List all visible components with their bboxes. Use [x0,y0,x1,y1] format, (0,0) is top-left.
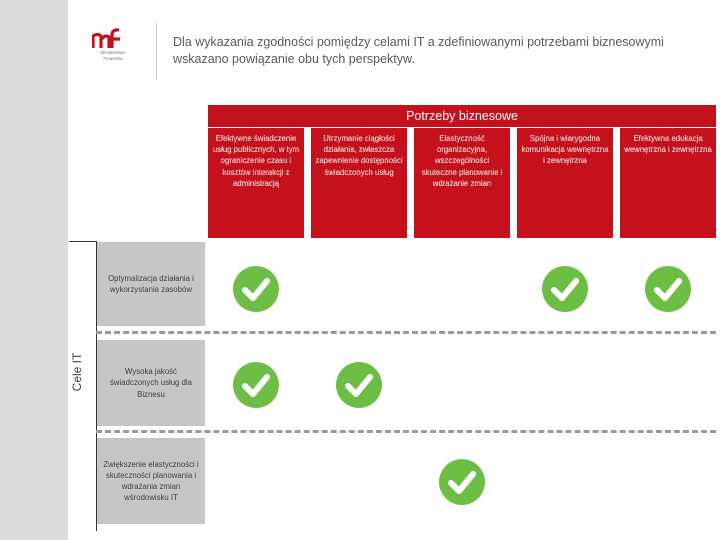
checkmark-icon [233,362,279,408]
business-needs-header: Potrzeby biznesowe [208,105,716,127]
checkmark-icon [233,266,279,312]
it-goal-3: Zwiększenie elastyczności i skuteczności planowania i wdrażania zmian wśrodowisku IT [97,438,205,524]
page-title: Dla wykazania zgodności pomiędzy celami IT a zdefiniowanymi potrzebami biznesowymi wskazano powiązanie obu tych perspektyw. [173,35,664,66]
it-goal-1: Optymalizacja działania i wykorzystania zasobów [97,242,205,326]
checkmark-icon [439,459,485,505]
ministry-logo [86,28,140,68]
left-sidebar-strip [0,0,68,540]
row-separator [96,430,716,433]
logo-text: Ministerstwo Finansów [100,50,126,61]
business-need-1: Efektywne świadczenie usług publicznych, w tym ograniczenie czasu i kosztów interakcji z administracją [208,128,304,238]
it-goals-axis-label: Cele IT [70,352,84,392]
checkmark-icon [542,266,588,312]
checkmark-icon [336,362,382,408]
business-need-2: Utrzymanie ciągłości działania, zwłaszcza zapewnienie dostępności świadczonych usług [311,128,407,238]
header-divider [156,22,157,80]
business-need-4: Spójna i wiarygodna komunikacja wewnętrzna i zewnętrzna [517,128,613,238]
axis-cap-line [69,241,97,242]
it-goal-2: Wysoka jakość świadczonych usług dla Biznesu [97,340,205,426]
row-separator [96,331,716,334]
mf-logo-icon [92,28,122,50]
checkmark-icon [645,266,691,312]
business-need-5: Efektywna edukacja wewnętrzna i zewnętrzna [620,128,716,238]
business-need-3: Elastyczność organizacyjna, wszczególności skuteczne planowanie i wdrażanie zmian [414,128,510,238]
it-goals-axis [70,352,84,392]
